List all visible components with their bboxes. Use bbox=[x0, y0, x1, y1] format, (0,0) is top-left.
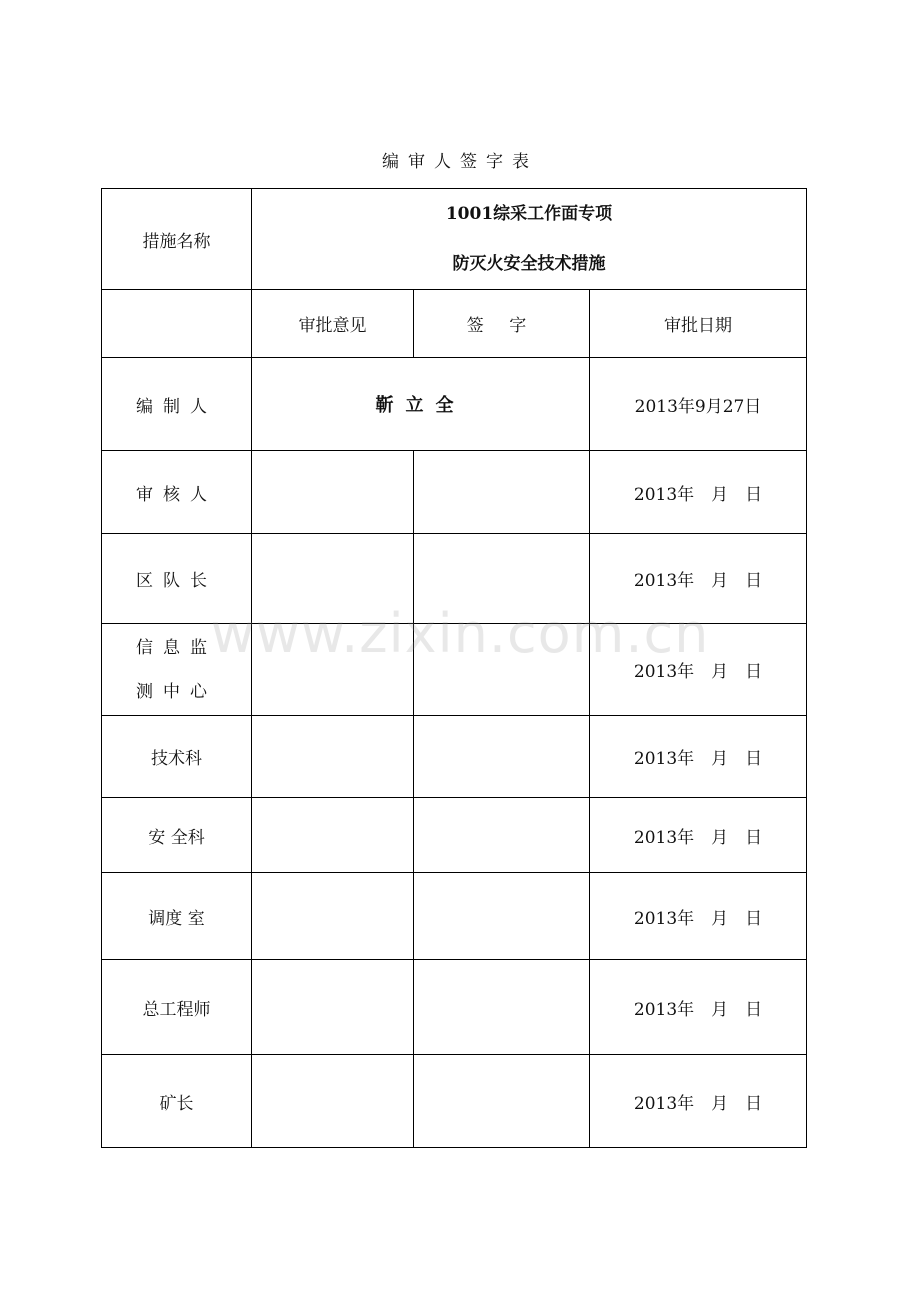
opinion-cell[interactable] bbox=[252, 451, 414, 534]
opinion-cell[interactable] bbox=[252, 534, 414, 624]
measure-name-value bbox=[252, 189, 807, 290]
date-cell: 2013年 月 日 bbox=[590, 960, 807, 1055]
header-blank-cell bbox=[102, 290, 252, 358]
date-cell: 2013年 月 日 bbox=[590, 798, 807, 873]
date-cell: 2013年 月 日 bbox=[590, 716, 807, 798]
date-cell: 2013年 月 日 bbox=[590, 534, 807, 624]
watermark: www.zixin.com.cn bbox=[210, 602, 710, 665]
header-opinion: 审批意见 bbox=[252, 290, 414, 358]
author-label: 编制人 bbox=[102, 358, 252, 451]
signature-cell[interactable] bbox=[414, 960, 590, 1055]
table-row bbox=[102, 716, 807, 798]
row-label-line-1: 信息监 bbox=[136, 637, 217, 658]
row-label: 总工程师 bbox=[102, 960, 252, 1055]
row-label: 区队长 bbox=[102, 534, 252, 624]
table-row bbox=[102, 960, 807, 1055]
document-title: 编审人签字表 bbox=[382, 152, 538, 172]
author-date: 2013年9月27日 bbox=[590, 358, 807, 451]
opinion-cell[interactable] bbox=[252, 873, 414, 960]
opinion-cell[interactable] bbox=[252, 716, 414, 798]
date-cell: 2013年 月 日 bbox=[590, 1055, 807, 1148]
row-label: 调度 室 bbox=[102, 873, 252, 960]
signature-cell[interactable] bbox=[414, 716, 590, 798]
opinion-cell[interactable] bbox=[252, 960, 414, 1055]
date-cell: 2013年 月 日 bbox=[590, 873, 807, 960]
date-cell: 2013年 月 日 bbox=[590, 624, 807, 716]
table-row bbox=[102, 1055, 807, 1148]
header-signature: 签 字 bbox=[414, 290, 590, 358]
measure-name-row bbox=[102, 189, 807, 290]
header-date: 审批日期 bbox=[590, 290, 807, 358]
signature-cell[interactable] bbox=[414, 798, 590, 873]
column-header-row bbox=[102, 290, 807, 358]
row-label: 审核人 bbox=[102, 451, 252, 534]
signature-cell[interactable] bbox=[414, 624, 590, 716]
row-label: 矿长 bbox=[102, 1055, 252, 1148]
row-label bbox=[102, 624, 252, 716]
measure-name-label: 措施名称 bbox=[102, 189, 252, 290]
signature-table bbox=[101, 188, 807, 1148]
signature-cell[interactable] bbox=[414, 1055, 590, 1148]
table-row bbox=[102, 873, 807, 960]
signature-cell[interactable] bbox=[414, 534, 590, 624]
opinion-cell[interactable] bbox=[252, 1055, 414, 1148]
author-name: 靳立全 bbox=[252, 358, 590, 451]
signature-cell[interactable] bbox=[414, 451, 590, 534]
opinion-cell[interactable] bbox=[252, 798, 414, 873]
signature-cell[interactable] bbox=[414, 873, 590, 960]
measure-name-line-2: 防灭火安全技术措施 bbox=[452, 254, 606, 274]
table-row bbox=[102, 534, 807, 624]
table-row bbox=[102, 798, 807, 873]
row-label: 安 全科 bbox=[102, 798, 252, 873]
date-cell: 2013年 月 日 bbox=[590, 451, 807, 534]
table-row bbox=[102, 624, 807, 716]
row-label-line-2: 测中心 bbox=[136, 681, 217, 702]
measure-name-line-1: 1001综采工作面专项 bbox=[445, 204, 613, 224]
opinion-cell[interactable] bbox=[252, 624, 414, 716]
row-label: 技术科 bbox=[102, 716, 252, 798]
author-row bbox=[102, 358, 807, 451]
table-row bbox=[102, 451, 807, 534]
